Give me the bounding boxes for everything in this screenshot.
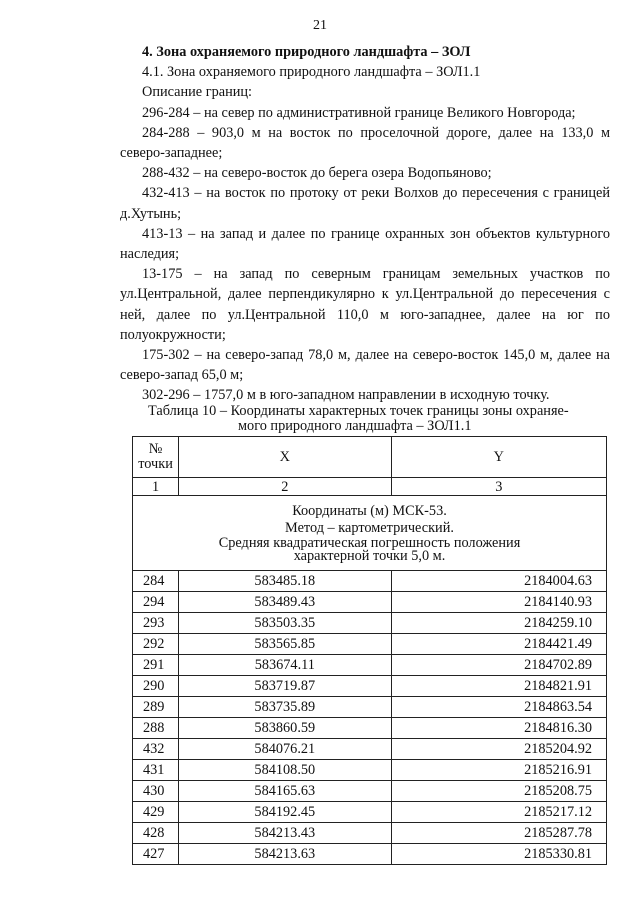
table-row — [133, 655, 607, 676]
y-coordinate-cell: 2184004.63 — [391, 571, 606, 592]
header-point-number: № точки — [133, 437, 179, 478]
y-coordinate-cell: 2184821.91 — [391, 676, 606, 697]
x-coordinate-cell: 584165.63 — [179, 781, 391, 802]
accuracy-note-line2: характерной точки 5,0 м. — [293, 548, 446, 564]
point-number-cell: 291 — [133, 655, 179, 676]
table-row — [133, 676, 607, 697]
header-x: X — [179, 437, 391, 478]
table-row — [133, 571, 607, 592]
table-row — [133, 844, 607, 865]
table-row — [133, 739, 607, 760]
point-number-cell: 432 — [133, 739, 179, 760]
section-heading: 4. Зона охраняемого природного ландшафта – ЗОЛ — [142, 44, 471, 60]
y-coordinate-cell: 2184702.89 — [391, 655, 606, 676]
point-number-cell: 290 — [133, 676, 179, 697]
table-row — [133, 634, 607, 655]
y-coordinate-cell: 2184259.10 — [391, 613, 606, 634]
table-body — [133, 571, 607, 865]
y-coordinate-cell: 2185216.91 — [391, 760, 606, 781]
x-coordinate-cell: 584108.50 — [179, 760, 391, 781]
column-number: 1 — [133, 478, 179, 496]
point-number-cell: 430 — [133, 781, 179, 802]
point-number-cell: 429 — [133, 802, 179, 823]
document-body — [120, 42, 610, 406]
y-coordinate-cell: 2185330.81 — [391, 844, 606, 865]
boundary-description-label: Описание границ: — [142, 84, 252, 101]
table-row — [133, 592, 607, 613]
survey-method: Метод – картометрический. — [285, 520, 454, 536]
x-coordinate-cell: 583735.89 — [179, 697, 391, 718]
y-coordinate-cell: 2184863.54 — [391, 697, 606, 718]
boundary-segment: 13-175 – на запад по северным границам земельных участков по ул.Центральной, далее перпендикулярно к ул.Центральной до пересечения с ней, далее по ул.Центральной 110,0 м юго-западнее, далее на юг по полуокружности; — [120, 266, 610, 343]
point-number-cell: 428 — [133, 823, 179, 844]
subsection-title: 4.1. Зона охраняемого природного ландшафта – ЗОЛ1.1 — [142, 64, 481, 81]
x-coordinate-cell: 583489.43 — [179, 592, 391, 613]
point-number-cell: 289 — [133, 697, 179, 718]
x-coordinate-cell: 583565.85 — [179, 634, 391, 655]
table-row — [133, 823, 607, 844]
x-coordinate-cell: 583674.11 — [179, 655, 391, 676]
boundary-segment: 432-413 – на восток по протоку от реки Волхов до пересечения с границей д.Хутынь; — [120, 185, 610, 222]
x-coordinate-cell: 584192.45 — [179, 802, 391, 823]
point-number-cell: 292 — [133, 634, 179, 655]
column-number-row — [133, 478, 607, 496]
coordinate-system: Координаты (м) МСК-53. — [292, 503, 447, 519]
x-coordinate-cell: 583503.35 — [179, 613, 391, 634]
boundary-segment: 296-284 – на север по административной границе Великого Новгорода; — [142, 104, 576, 121]
table-row — [133, 781, 607, 802]
x-coordinate-cell: 584076.21 — [179, 739, 391, 760]
table-header-row — [133, 437, 607, 478]
y-coordinate-cell: 2184140.93 — [391, 592, 606, 613]
x-coordinate-cell: 584213.43 — [179, 823, 391, 844]
y-coordinate-cell: 2184816.30 — [391, 718, 606, 739]
x-coordinate-cell: 583719.87 — [179, 676, 391, 697]
table-meta-row — [133, 496, 607, 571]
boundary-segment: 284-288 – 903,0 м на восток по проселочной дороге, далее на 133,0 м северо-западнее; — [120, 124, 610, 162]
column-number: 3 — [391, 478, 606, 496]
table-row — [133, 802, 607, 823]
boundary-segment: 288-432 – на северо-восток до берега озера Водопьяново; — [142, 165, 492, 182]
page-number: 21 — [313, 18, 327, 33]
x-coordinate-cell: 583485.18 — [179, 571, 391, 592]
table-meta-cell — [133, 496, 607, 571]
point-number-cell: 284 — [133, 571, 179, 592]
boundary-segment: 413-13 – на запад и далее по границе охранных зон объектов культурного наследия; — [120, 225, 610, 263]
table-caption-line1: Таблица 10 – Координаты характерных точек границы зоны охраняе- — [148, 403, 569, 419]
table-caption — [148, 404, 610, 434]
y-coordinate-cell: 2185217.12 — [391, 802, 606, 823]
coordinates-table — [132, 436, 607, 865]
y-coordinate-cell: 2185204.92 — [391, 739, 606, 760]
point-number-cell: 427 — [133, 844, 179, 865]
x-coordinate-cell: 583860.59 — [179, 718, 391, 739]
y-coordinate-cell: 2185208.75 — [391, 781, 606, 802]
table-row — [133, 718, 607, 739]
y-coordinate-cell: 2185287.78 — [391, 823, 606, 844]
boundary-segment: 302-296 – 1757,0 м в юго-западном направлении в исходную точку. — [142, 387, 550, 404]
table-row — [133, 613, 607, 634]
boundary-segment: 175-302 – на северо-запад 78,0 м, далее на северо-восток 145,0 м, далее на северо-запад 65,0 м; — [120, 347, 610, 384]
table-row — [133, 760, 607, 781]
header-y: Y — [391, 437, 606, 478]
point-number-cell: 431 — [133, 760, 179, 781]
y-coordinate-cell: 2184421.49 — [391, 634, 606, 655]
point-number-cell: 288 — [133, 718, 179, 739]
x-coordinate-cell: 584213.63 — [179, 844, 391, 865]
table-caption-line2: мого природного ландшафта – ЗОЛ1.1 — [238, 418, 472, 434]
point-number-cell: 294 — [133, 592, 179, 613]
table-row — [133, 697, 607, 718]
point-number-cell: 293 — [133, 613, 179, 634]
column-number: 2 — [179, 478, 391, 496]
accuracy-note-line1: Средняя квадратическая погрешность положения — [218, 535, 521, 551]
